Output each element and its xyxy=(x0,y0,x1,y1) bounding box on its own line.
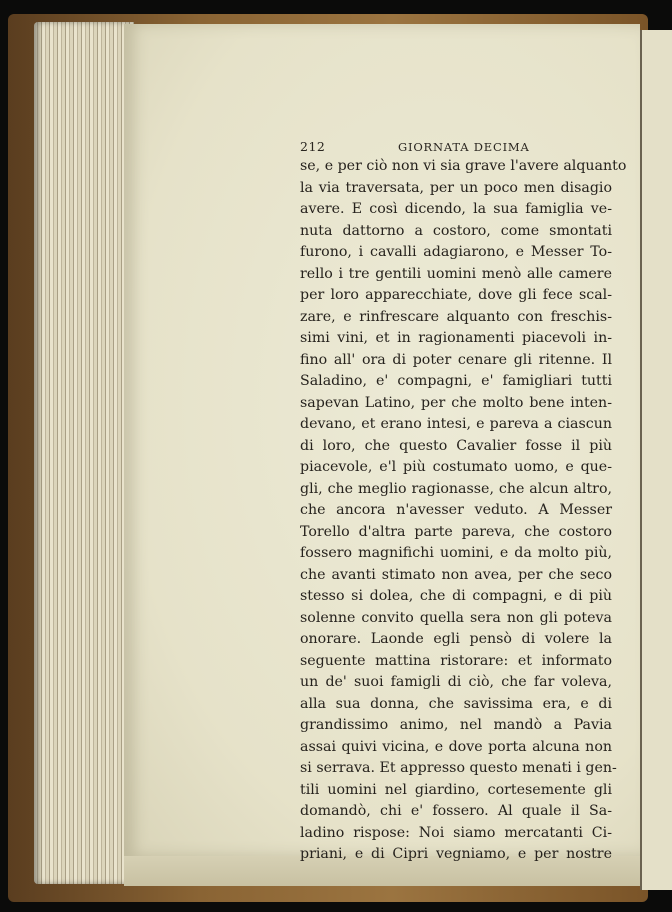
text-line: seguente mattina ristorare: et informato xyxy=(300,652,612,669)
text-line: assai quivi vicina, e dove porta alcuna non xyxy=(300,738,612,755)
text-line: solenne convito quella sera non gli poteva xyxy=(300,609,612,626)
page-body-text xyxy=(300,156,627,866)
text-line: zare, e rinfrescare alquanto con freschis- xyxy=(300,308,612,325)
text-line: priani, e di Cipri vegniamo, e per nostre xyxy=(300,846,612,862)
text-line: se, e per ciò non vi sia grave l'avere alquanto xyxy=(300,158,627,174)
text-line: simi vini, et in ragionamenti piacevoli in- xyxy=(300,330,612,346)
text-line: di loro, che questo Cavalier fosse il più xyxy=(300,437,612,454)
text-line: piacevole, e'l più costumato uomo, e que- xyxy=(300,459,612,475)
text-line: devano, et erano intesi, e pareva a ciascun xyxy=(300,416,612,432)
text-line: un de' suoi famigli di ciò, che far voleva, xyxy=(300,674,612,690)
text-line: per loro apparecchiate, dove gli fece scal- xyxy=(300,287,612,303)
text-line: Torello d'altra parte pareva, che costoro xyxy=(300,523,612,540)
page-edges xyxy=(34,22,134,884)
running-title: GIORNATA DECIMA xyxy=(398,140,530,154)
text-line: gli, che meglio ragionasse, che alcun altro, xyxy=(300,480,612,497)
text-line: che ancora n'avesser veduto. A Messer xyxy=(300,502,612,518)
text-line: stesso si dolea, che di compagni, e di più xyxy=(300,588,612,604)
adjacent-page-edge xyxy=(640,30,672,890)
text-line: ladino rispose: Noi siamo mercatanti Ci- xyxy=(300,824,612,841)
text-line: onorare. Laonde egli pensò di volere la xyxy=(300,631,612,647)
text-line: tili uomini nel giardino, cortesemente gli xyxy=(300,781,612,798)
text-line: rello i tre gentili uomini menò alle camere xyxy=(300,265,612,282)
text-line: nuta dattorno a costoro, come smontati xyxy=(300,222,612,239)
text-line: Saladino, e' compagni, e' famigliari tutti xyxy=(300,373,612,389)
text-line: che avanti stimato non avea, per che seco xyxy=(300,566,612,583)
text-line: si serrava. Et appresso questo menati i gen- xyxy=(300,760,617,776)
text-line: grandissimo animo, nel mandò a Pavia xyxy=(300,717,612,733)
text-line: domandò, chi e' fossero. Al quale il Sa- xyxy=(300,803,612,819)
text-line: avere. E così dicendo, la sua famiglia ve- xyxy=(300,201,612,217)
page-number: 212 xyxy=(300,139,326,154)
text-line: alla sua donna, che savissima era, e di xyxy=(300,695,612,712)
text-line: fossero magnifichi uomini, e da molto più, xyxy=(300,545,612,561)
text-line: la via traversata, per un poco men disagio xyxy=(300,179,612,196)
text-line: sapevan Latino, per che molto bene inten- xyxy=(300,394,612,411)
text-line: furono, i cavalli adagiarono, e Messer To- xyxy=(300,244,612,260)
text-line: fino all' ora di poter cenare gli ritenne. Il xyxy=(300,351,612,368)
